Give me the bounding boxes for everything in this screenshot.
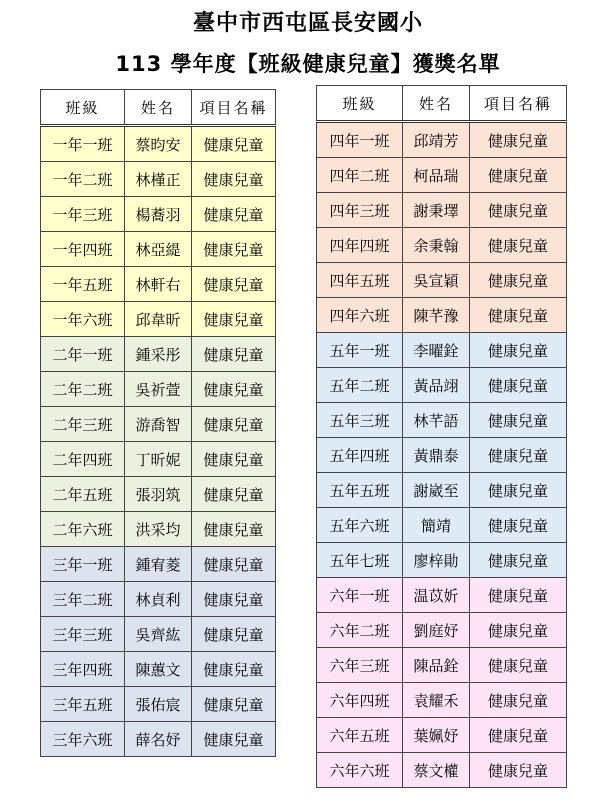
- class-cell: 三年二班: [41, 582, 125, 617]
- table-row: [317, 578, 567, 613]
- class-cell: 二年二班: [41, 372, 125, 407]
- table-row: [317, 683, 567, 718]
- award-cell: 健康兒童: [192, 512, 276, 547]
- student-name-cell: 丁昕妮: [125, 442, 192, 477]
- student-name-cell: 蔡昀安: [125, 126, 192, 162]
- award-cell: 健康兒童: [470, 333, 567, 368]
- table-row: [41, 126, 276, 162]
- award-cell: 健康兒童: [470, 508, 567, 543]
- table-row: [41, 372, 276, 407]
- student-name-cell: 林芊語: [403, 403, 470, 438]
- student-name-cell: 林亞緹: [125, 232, 192, 267]
- table-row: [41, 582, 276, 617]
- table-row: [317, 438, 567, 473]
- student-name-cell: 洪采均: [125, 512, 192, 547]
- student-name-cell: 李曜銓: [403, 333, 470, 368]
- award-cell: 健康兒童: [470, 158, 567, 193]
- student-name-cell: 邱靖芳: [403, 122, 470, 158]
- class-cell: 五年一班: [317, 333, 403, 368]
- award-cell: 健康兒童: [192, 337, 276, 372]
- table-row: [317, 613, 567, 648]
- class-cell: 三年四班: [41, 652, 125, 687]
- class-cell: 二年六班: [41, 512, 125, 547]
- table-row: [317, 508, 567, 543]
- student-name-cell: 游喬智: [125, 407, 192, 442]
- award-cell: 健康兒童: [192, 477, 276, 512]
- table-row: [317, 263, 567, 298]
- table-row: [41, 617, 276, 652]
- table-row: [317, 543, 567, 578]
- student-name-cell: 劉庭妤: [403, 613, 470, 648]
- student-name-cell: 柯品瑞: [403, 158, 470, 193]
- award-cell: 健康兒童: [470, 368, 567, 403]
- class-cell: 一年二班: [41, 162, 125, 197]
- award-cell: 健康兒童: [192, 197, 276, 232]
- table-row: [41, 477, 276, 512]
- table-row: [41, 687, 276, 722]
- class-cell: 四年五班: [317, 263, 403, 298]
- table-row: [41, 512, 276, 547]
- student-name-cell: 陳芊豫: [403, 298, 470, 333]
- table-row: [41, 547, 276, 582]
- table-row: [41, 302, 276, 337]
- award-cell: 健康兒童: [470, 578, 567, 613]
- class-cell: 一年一班: [41, 126, 125, 162]
- student-name-cell: 陳品銓: [403, 648, 470, 683]
- page-title: 113 學年度【班級健康兒童】獲獎名單: [115, 52, 501, 76]
- table-row: [41, 442, 276, 477]
- student-name-cell: 陳蕙文: [125, 652, 192, 687]
- class-cell: 四年二班: [317, 158, 403, 193]
- student-name-cell: 張佑宸: [125, 687, 192, 722]
- class-cell: 三年五班: [41, 687, 125, 722]
- award-cell: 健康兒童: [470, 718, 567, 753]
- student-name-cell: 謝秉墿: [403, 193, 470, 228]
- award-cell: 健康兒童: [192, 372, 276, 407]
- column-header-name: 姓名: [403, 86, 470, 122]
- class-cell: 二年一班: [41, 337, 125, 372]
- award-cell: 健康兒童: [192, 126, 276, 162]
- table-row: [317, 473, 567, 508]
- class-cell: 三年一班: [41, 547, 125, 582]
- class-cell: 五年五班: [317, 473, 403, 508]
- award-cell: 健康兒童: [470, 438, 567, 473]
- class-cell: 一年六班: [41, 302, 125, 337]
- award-cell: 健康兒童: [470, 613, 567, 648]
- table-row: [317, 193, 567, 228]
- student-name-cell: 邱韋昕: [125, 302, 192, 337]
- award-cell: 健康兒童: [470, 122, 567, 158]
- student-name-cell: 薛名妤: [125, 722, 192, 757]
- award-cell: 健康兒童: [192, 722, 276, 757]
- table-row: [317, 648, 567, 683]
- class-cell: 六年一班: [317, 578, 403, 613]
- award-cell: 健康兒童: [470, 193, 567, 228]
- class-cell: 五年三班: [317, 403, 403, 438]
- table-row: [41, 232, 276, 267]
- class-cell: 六年四班: [317, 683, 403, 718]
- table-row: [317, 122, 567, 158]
- column-header-class: 班級: [317, 86, 403, 122]
- class-cell: 五年六班: [317, 508, 403, 543]
- award-cell: 健康兒童: [470, 263, 567, 298]
- class-cell: 三年三班: [41, 617, 125, 652]
- award-cell: 健康兒童: [192, 407, 276, 442]
- student-name-cell: 温苡妡: [403, 578, 470, 613]
- table-row: [41, 407, 276, 442]
- table-row: [41, 162, 276, 197]
- award-cell: 健康兒童: [192, 302, 276, 337]
- award-cell: 健康兒童: [470, 403, 567, 438]
- student-name-cell: 袁耀禾: [403, 683, 470, 718]
- award-cell: 健康兒童: [192, 582, 276, 617]
- student-name-cell: 葉姵妤: [403, 718, 470, 753]
- class-cell: 三年六班: [41, 722, 125, 757]
- award-cell: 健康兒童: [192, 162, 276, 197]
- table-row: [317, 403, 567, 438]
- award-cell: 健康兒童: [470, 683, 567, 718]
- class-cell: 六年三班: [317, 648, 403, 683]
- class-cell: 四年三班: [317, 193, 403, 228]
- award-cell: 健康兒童: [192, 687, 276, 722]
- student-name-cell: 黃品翊: [403, 368, 470, 403]
- award-cell: 健康兒童: [192, 232, 276, 267]
- award-cell: 健康兒童: [192, 652, 276, 687]
- award-cell: 健康兒童: [192, 267, 276, 302]
- award-cell: 健康兒童: [470, 648, 567, 683]
- column-header-class: 班級: [41, 90, 125, 126]
- table-row: [41, 267, 276, 302]
- award-table-left: [40, 89, 276, 757]
- class-cell: 六年二班: [317, 613, 403, 648]
- student-name-cell: 林貞利: [125, 582, 192, 617]
- class-cell: 一年三班: [41, 197, 125, 232]
- table-row: [41, 197, 276, 232]
- class-cell: 二年四班: [41, 442, 125, 477]
- student-name-cell: 張羽筑: [125, 477, 192, 512]
- award-cell: 健康兒童: [192, 442, 276, 477]
- student-name-cell: 黃鼎泰: [403, 438, 470, 473]
- column-header-award: 項目名稱: [470, 86, 567, 122]
- class-cell: 五年二班: [317, 368, 403, 403]
- table-row: [317, 368, 567, 403]
- student-name-cell: 廖梓勛: [403, 543, 470, 578]
- award-cell: 健康兒童: [470, 228, 567, 263]
- table-row: [317, 718, 567, 753]
- student-name-cell: 林軒右: [125, 267, 192, 302]
- student-name-cell: 鍾采彤: [125, 337, 192, 372]
- class-cell: 五年四班: [317, 438, 403, 473]
- award-cell: 健康兒童: [470, 298, 567, 333]
- award-cell: 健康兒童: [470, 543, 567, 578]
- table-row: [317, 298, 567, 333]
- table-header-row: [317, 86, 567, 122]
- column-header-name: 姓名: [125, 90, 192, 126]
- student-name-cell: 謝崴至: [403, 473, 470, 508]
- table-row: [317, 333, 567, 368]
- class-cell: 四年六班: [317, 298, 403, 333]
- award-cell: 健康兒童: [470, 473, 567, 508]
- class-cell: 六年六班: [317, 753, 403, 788]
- class-cell: 二年五班: [41, 477, 125, 512]
- student-name-cell: 吳宣穎: [403, 263, 470, 298]
- class-cell: 一年五班: [41, 267, 125, 302]
- class-cell: 五年七班: [317, 543, 403, 578]
- student-name-cell: 林槿正: [125, 162, 192, 197]
- table-row: [317, 158, 567, 193]
- award-cell: 健康兒童: [192, 547, 276, 582]
- student-name-cell: 蔡文權: [403, 753, 470, 788]
- student-name-cell: 吳祈萱: [125, 372, 192, 407]
- award-cell: 健康兒童: [192, 617, 276, 652]
- table-row: [317, 228, 567, 263]
- class-cell: 六年五班: [317, 718, 403, 753]
- award-cell: 健康兒童: [470, 753, 567, 788]
- table-row: [41, 337, 276, 372]
- school-name: 臺中市西屯區長安國小: [192, 11, 423, 36]
- table-header-row: [41, 90, 276, 126]
- class-cell: 四年四班: [317, 228, 403, 263]
- table-row: [41, 652, 276, 687]
- column-header-award: 項目名稱: [192, 90, 276, 126]
- award-table-right: [316, 85, 567, 788]
- student-name-cell: 簡靖: [403, 508, 470, 543]
- student-name-cell: 余秉翰: [403, 228, 470, 263]
- class-cell: 二年三班: [41, 407, 125, 442]
- class-cell: 一年四班: [41, 232, 125, 267]
- table-row: [317, 753, 567, 788]
- table-row: [41, 722, 276, 757]
- student-name-cell: 鍾宥菱: [125, 547, 192, 582]
- student-name-cell: 吳齊紘: [125, 617, 192, 652]
- class-cell: 四年一班: [317, 122, 403, 158]
- student-name-cell: 楊蕎羽: [125, 197, 192, 232]
